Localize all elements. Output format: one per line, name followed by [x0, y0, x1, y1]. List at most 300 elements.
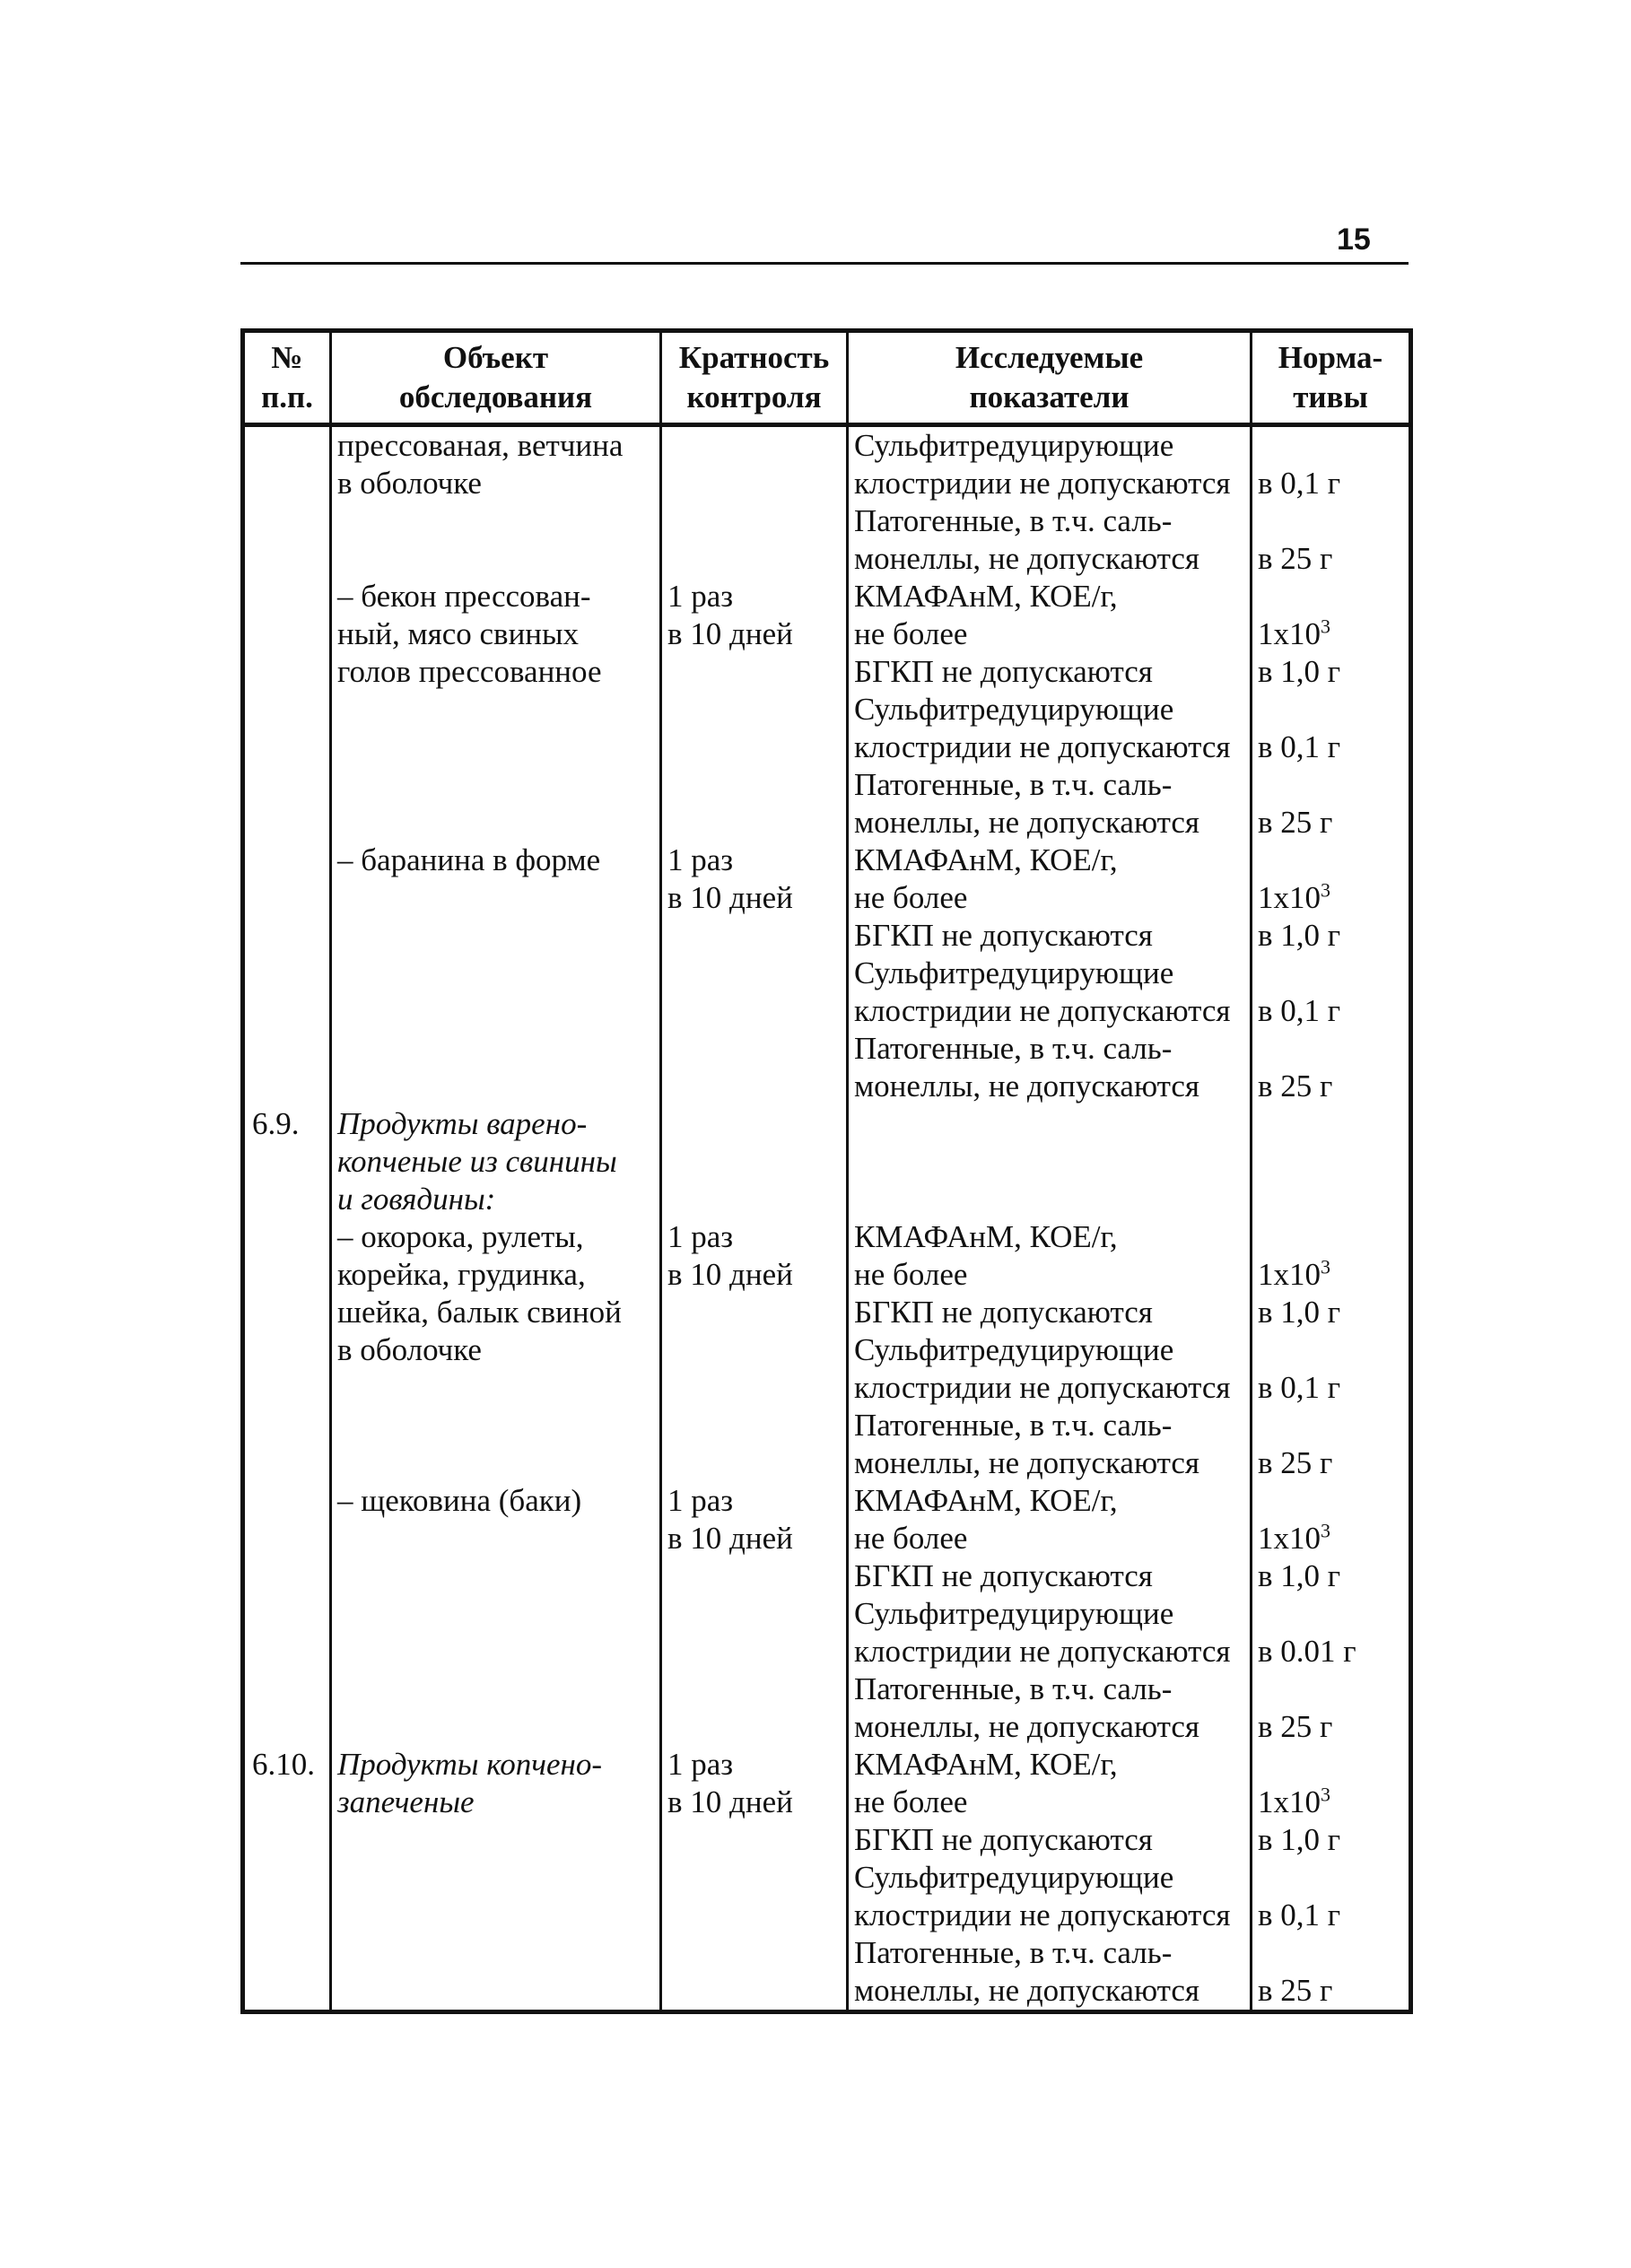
norm-value-text: в 1,0 г — [1258, 1558, 1341, 1593]
indicator-line-text: не более — [854, 880, 968, 915]
indicator-line-text: не более — [854, 1784, 968, 1819]
indicator-line-text: монеллы, не допускаются — [854, 1069, 1199, 1103]
indicator-line-text: клостридии не допускаются — [854, 993, 1231, 1028]
norm-value — [1252, 502, 1409, 540]
object-line — [332, 1859, 659, 1897]
frequency-line — [662, 917, 846, 955]
indicator-line-text: БГКП не допускаются — [854, 654, 1153, 689]
indicator-line — [849, 1030, 1250, 1068]
indicator-line-text: Патогенные, в т.ч. саль- — [854, 1031, 1173, 1066]
norm-value — [1252, 1972, 1409, 2010]
frequency-line — [662, 1897, 846, 1934]
frequency-line — [662, 1859, 846, 1897]
indicator-line — [849, 1482, 1250, 1520]
norm-value — [1252, 1859, 1409, 1897]
frequency-line — [662, 1708, 846, 1746]
frequency-line-text: в 10 дней — [667, 616, 793, 651]
norm-value — [1252, 1520, 1409, 1557]
norm-value — [1252, 1294, 1409, 1331]
object-line-text: – щековина (баки) — [337, 1483, 582, 1518]
num-cell — [245, 728, 329, 766]
norm-value — [1252, 1708, 1409, 1746]
object-line — [332, 1030, 659, 1068]
indicator-line — [849, 1670, 1250, 1708]
indicator-line-text: КМАФАнМ, КОЕ/г, — [854, 1219, 1118, 1254]
object-line — [332, 1972, 659, 2010]
indicator-line-text: монеллы, не допускаются — [854, 1709, 1199, 1744]
object-line — [332, 879, 659, 917]
frequency-line — [662, 653, 846, 691]
num-cell — [245, 1407, 329, 1444]
object-line-text: Продукты варено- — [337, 1106, 588, 1141]
num-cell — [245, 1331, 329, 1369]
object-line — [332, 1708, 659, 1746]
norm-value — [1252, 1181, 1409, 1218]
frequency-line — [662, 1444, 846, 1482]
indicator-line — [849, 1520, 1250, 1557]
header-norms — [1252, 331, 1411, 425]
frequency-line — [662, 502, 846, 540]
object-line — [332, 1444, 659, 1482]
num-cell — [245, 502, 329, 540]
norm-value-text: в 25 г — [1258, 541, 1333, 576]
num-cell — [245, 1068, 329, 1105]
frequency-line — [662, 1181, 846, 1218]
indicator-line-text: Сульфитредуцирующие — [854, 1332, 1174, 1367]
indicator-line — [849, 917, 1250, 955]
indicator-line-text: КМАФАнМ, КОЕ/г, — [854, 1747, 1118, 1782]
num-cell — [245, 1105, 329, 1143]
num-cell — [245, 842, 329, 879]
indicator-line-text: Сульфитредуцирующие — [854, 428, 1174, 463]
frequency-line — [662, 992, 846, 1030]
object-line — [332, 955, 659, 992]
indicator-line — [849, 1708, 1250, 1746]
indicator-line — [849, 1821, 1250, 1859]
frequency-line — [662, 1143, 846, 1181]
norm-exponent: 3 — [1321, 615, 1330, 638]
object-line — [332, 917, 659, 955]
indicator-line — [849, 1068, 1250, 1105]
indicator-line — [849, 1934, 1250, 1972]
indicator-line — [849, 1256, 1250, 1294]
indicator-line-text: Патогенные, в т.ч. саль- — [854, 1408, 1173, 1443]
norm-value-text: в 0.01 г — [1258, 1634, 1356, 1669]
num-cell — [245, 1934, 329, 1972]
norm-value — [1252, 1557, 1409, 1595]
frequency-line — [662, 1482, 846, 1520]
frequency-line — [662, 728, 846, 766]
indicator-line — [849, 1595, 1250, 1633]
frequency-line-text: 1 раз — [667, 842, 734, 877]
header-object-line2: обследования — [398, 379, 593, 414]
indicator-line — [849, 1897, 1250, 1934]
object-line — [332, 1218, 659, 1256]
indicator-line-text: КМАФАнМ, КОЕ/г, — [854, 842, 1118, 877]
num-cell — [245, 1595, 329, 1633]
header-object-line1: Объект — [442, 340, 549, 375]
norm-value — [1252, 691, 1409, 728]
frequency-line — [662, 1218, 846, 1256]
frequency-line — [662, 955, 846, 992]
object-line-text: ный, мясо свиных — [337, 616, 580, 651]
indicator-line — [849, 1746, 1250, 1784]
frequency-line-text: в 10 дней — [667, 1784, 793, 1819]
norm-value-text: 1x10 — [1258, 616, 1321, 651]
object-line — [332, 691, 659, 728]
frequency-line — [662, 615, 846, 653]
indicator-line-text: Патогенные, в т.ч. саль- — [854, 767, 1173, 802]
norm-value — [1252, 766, 1409, 804]
norm-exponent: 3 — [1321, 1784, 1330, 1806]
frequency-line — [662, 1746, 846, 1784]
object-line — [332, 1068, 659, 1105]
indicator-line — [849, 992, 1250, 1030]
frequency-line — [662, 691, 846, 728]
column-frequency — [661, 425, 848, 2012]
table-header-row — [243, 331, 1411, 425]
frequency-line — [662, 766, 846, 804]
num-cell-text: 6.9. — [252, 1106, 300, 1141]
indicator-line — [849, 1859, 1250, 1897]
object-line — [332, 1294, 659, 1331]
frequency-line — [662, 1331, 846, 1369]
frequency-line — [662, 1633, 846, 1670]
frequency-line — [662, 578, 846, 615]
object-line — [332, 540, 659, 578]
object-line — [332, 1595, 659, 1633]
column-indicators — [848, 425, 1252, 2012]
frequency-line — [662, 1670, 846, 1708]
norm-value-text: в 25 г — [1258, 805, 1333, 840]
norm-exponent: 3 — [1321, 1520, 1330, 1542]
indicator-line — [849, 1444, 1250, 1482]
indicator-line-text: клостридии не допускаются — [854, 729, 1231, 764]
header-num-line1: № — [271, 340, 303, 375]
norm-value-text: 1x10 — [1258, 1784, 1321, 1819]
indicator-line-text: КМАФАнМ, КОЕ/г, — [854, 579, 1118, 614]
indicator-line-text: не более — [854, 616, 968, 651]
indicator-line — [849, 465, 1250, 502]
object-line — [332, 653, 659, 691]
num-cell — [245, 1482, 329, 1520]
norm-value-text: в 25 г — [1258, 1973, 1333, 2008]
norm-value — [1252, 578, 1409, 615]
num-cell — [245, 1369, 329, 1407]
num-cell — [245, 1218, 329, 1256]
norm-value-text: 1x10 — [1258, 1521, 1321, 1556]
num-cell — [245, 955, 329, 992]
indicator-line — [849, 1105, 1250, 1143]
frequency-line — [662, 1557, 846, 1595]
object-line — [332, 465, 659, 502]
frequency-line — [662, 1934, 846, 1972]
num-cell — [245, 1897, 329, 1934]
norm-value-text: в 0,1 г — [1258, 1370, 1341, 1405]
object-line — [332, 1746, 659, 1784]
norm-value — [1252, 1444, 1409, 1482]
object-line-text: корейка, грудинка, — [337, 1257, 586, 1292]
frequency-line-text: 1 раз — [667, 579, 734, 614]
frequency-line — [662, 1294, 846, 1331]
indicator-line — [849, 1218, 1250, 1256]
object-line — [332, 1821, 659, 1859]
num-cell — [245, 1294, 329, 1331]
indicator-line-text: БГКП не допускаются — [854, 1295, 1153, 1330]
column-norms — [1252, 425, 1411, 2012]
norms-table — [240, 328, 1413, 2014]
norm-value — [1252, 1407, 1409, 1444]
frequency-line — [662, 1520, 846, 1557]
object-line — [332, 992, 659, 1030]
norm-value — [1252, 465, 1409, 502]
indicator-line-text: клостридии не допускаются — [854, 1634, 1231, 1669]
indicator-line-text: клостридии не допускаются — [854, 1897, 1231, 1932]
norm-value — [1252, 1105, 1409, 1143]
norm-value — [1252, 1369, 1409, 1407]
header-indicators-line2: показатели — [969, 379, 1129, 414]
indicator-line — [849, 540, 1250, 578]
object-line-text: – окорока, рулеты, — [337, 1219, 584, 1254]
norm-value-text: в 25 г — [1258, 1445, 1333, 1480]
norm-value — [1252, 1934, 1409, 1972]
norm-value — [1252, 540, 1409, 578]
object-line-text: копченые из свинины — [337, 1144, 617, 1179]
num-cell — [245, 427, 329, 465]
frequency-line — [662, 804, 846, 842]
header-frequency-line1: Кратность — [678, 340, 830, 375]
norm-value-text: в 1,0 г — [1258, 918, 1341, 953]
object-line — [332, 1256, 659, 1294]
indicator-line-text: Сульфитредуцирующие — [854, 1596, 1174, 1631]
num-cell — [245, 1708, 329, 1746]
indicator-line-text: БГКП не допускаются — [854, 1558, 1153, 1593]
norm-value-text: в 1,0 г — [1258, 1295, 1341, 1330]
object-line — [332, 427, 659, 465]
frequency-line — [662, 540, 846, 578]
norm-value — [1252, 955, 1409, 992]
norm-value — [1252, 1897, 1409, 1934]
column-num — [243, 425, 331, 2012]
header-num-line2: п.п. — [261, 379, 313, 414]
frequency-line — [662, 1972, 846, 2010]
norm-value-text: в 25 г — [1258, 1069, 1333, 1103]
object-line — [332, 1143, 659, 1181]
norm-exponent: 3 — [1321, 1256, 1330, 1278]
norm-value-text: в 1,0 г — [1258, 1822, 1341, 1857]
indicator-line — [849, 1557, 1250, 1595]
num-cell — [245, 1746, 329, 1784]
indicator-line — [849, 955, 1250, 992]
frequency-line — [662, 1068, 846, 1105]
object-line — [332, 502, 659, 540]
frequency-line — [662, 1256, 846, 1294]
num-cell-text: 6.10. — [252, 1747, 315, 1782]
page-number: 15 — [1337, 222, 1371, 257]
object-line — [332, 578, 659, 615]
norm-value — [1252, 1670, 1409, 1708]
frequency-line-text: в 10 дней — [667, 880, 793, 915]
norm-value-text: в 0,1 г — [1258, 1897, 1341, 1932]
indicator-line-text: БГКП не допускаются — [854, 918, 1153, 953]
indicator-line-text: клостридии не допускаются — [854, 466, 1231, 501]
frequency-line-text: 1 раз — [667, 1483, 734, 1518]
frequency-line-text: 1 раз — [667, 1747, 734, 1782]
object-line — [332, 1784, 659, 1821]
indicator-line — [849, 879, 1250, 917]
frequency-line — [662, 1595, 846, 1633]
header-frequency-line2: контроля — [686, 379, 822, 414]
num-cell — [245, 578, 329, 615]
num-cell — [245, 1670, 329, 1708]
object-line-text: запеченые — [337, 1784, 475, 1819]
header-rule — [240, 262, 1409, 265]
object-line — [332, 1897, 659, 1934]
num-cell — [245, 1444, 329, 1482]
object-line — [332, 1181, 659, 1218]
header-object — [331, 331, 661, 425]
object-line — [332, 1520, 659, 1557]
norm-value-text: в 1,0 г — [1258, 654, 1341, 689]
num-cell — [245, 1821, 329, 1859]
indicator-line — [849, 1369, 1250, 1407]
norm-value — [1252, 615, 1409, 653]
table-body-row — [243, 425, 1411, 2012]
indicator-line — [849, 766, 1250, 804]
norm-value — [1252, 1746, 1409, 1784]
norm-value — [1252, 1633, 1409, 1670]
object-line — [332, 766, 659, 804]
num-cell — [245, 879, 329, 917]
frequency-line — [662, 1369, 846, 1407]
indicator-line — [849, 653, 1250, 691]
object-line — [332, 1105, 659, 1143]
norm-value — [1252, 728, 1409, 766]
norm-value — [1252, 1030, 1409, 1068]
indicator-line — [849, 1181, 1250, 1218]
norm-value — [1252, 804, 1409, 842]
indicator-line — [849, 1972, 1250, 2010]
object-line-text: голов прессованное — [337, 654, 602, 689]
frequency-line — [662, 465, 846, 502]
frequency-line — [662, 1407, 846, 1444]
num-cell — [245, 653, 329, 691]
indicator-line — [849, 1633, 1250, 1670]
header-norms-line1: Норма- — [1278, 340, 1383, 375]
object-line — [332, 1331, 659, 1369]
indicator-line — [849, 1143, 1250, 1181]
object-line-text: – баранина в форме — [337, 842, 601, 877]
indicator-line — [849, 728, 1250, 766]
object-line-text: Продукты копчено- — [337, 1747, 603, 1782]
header-num — [243, 331, 331, 425]
num-cell — [245, 804, 329, 842]
norm-exponent: 3 — [1321, 879, 1330, 902]
norm-value — [1252, 1482, 1409, 1520]
indicator-line-text: Сульфитредуцирующие — [854, 692, 1174, 727]
norm-value — [1252, 1068, 1409, 1105]
frequency-line-text: в 10 дней — [667, 1257, 793, 1292]
norm-value — [1252, 842, 1409, 879]
indicator-line-text: Патогенные, в т.ч. саль- — [854, 1671, 1173, 1706]
num-cell — [245, 1972, 329, 2010]
object-line — [332, 842, 659, 879]
indicator-line — [849, 1407, 1250, 1444]
norm-value-text: 1x10 — [1258, 1257, 1321, 1292]
header-frequency — [661, 331, 848, 425]
indicator-line — [849, 691, 1250, 728]
object-line — [332, 1482, 659, 1520]
frequency-line — [662, 1821, 846, 1859]
object-line-text: прессованая, ветчина — [337, 428, 624, 463]
indicator-line-text: БГКП не допускаются — [854, 1822, 1153, 1857]
num-cell — [245, 917, 329, 955]
object-line — [332, 1557, 659, 1595]
indicator-line-text: Сульфитредуцирующие — [854, 1860, 1174, 1895]
object-line-text: – бекон прессован- — [337, 579, 591, 614]
object-line — [332, 1934, 659, 1972]
indicator-line-text: не более — [854, 1521, 968, 1556]
object-line — [332, 1407, 659, 1444]
num-cell — [245, 1181, 329, 1218]
object-line — [332, 728, 659, 766]
norm-value — [1252, 1331, 1409, 1369]
object-line — [332, 1369, 659, 1407]
header-norms-line2: тивы — [1293, 379, 1368, 414]
indicator-line-text: монеллы, не допускаются — [854, 805, 1199, 840]
norm-value — [1252, 1143, 1409, 1181]
object-line — [332, 615, 659, 653]
indicator-line-text: клостридии не допускаются — [854, 1370, 1231, 1405]
indicator-line — [849, 804, 1250, 842]
num-cell — [245, 1256, 329, 1294]
num-cell — [245, 1143, 329, 1181]
norm-value — [1252, 653, 1409, 691]
norm-value-text: в 25 г — [1258, 1709, 1333, 1744]
frequency-line-text: 1 раз — [667, 1219, 734, 1254]
indicator-line-text: не более — [854, 1257, 968, 1292]
indicator-line-text: монеллы, не допускаются — [854, 1973, 1199, 2008]
header-indicators-line1: Исследуемые — [955, 340, 1144, 375]
indicator-line — [849, 1331, 1250, 1369]
norm-value — [1252, 1256, 1409, 1294]
header-indicators — [848, 331, 1252, 425]
indicator-line — [849, 427, 1250, 465]
norm-value — [1252, 1821, 1409, 1859]
frequency-line — [662, 1784, 846, 1821]
indicator-line — [849, 1294, 1250, 1331]
frequency-line-text: в 10 дней — [667, 1521, 793, 1556]
indicator-line-text: Сульфитредуцирующие — [854, 955, 1174, 990]
frequency-line — [662, 879, 846, 917]
indicator-line — [849, 842, 1250, 879]
indicator-line — [849, 502, 1250, 540]
norm-value-text: в 0,1 г — [1258, 729, 1341, 764]
norm-value — [1252, 427, 1409, 465]
norm-value — [1252, 992, 1409, 1030]
norm-value — [1252, 1218, 1409, 1256]
column-object — [331, 425, 661, 2012]
indicator-line-text: КМАФАнМ, КОЕ/г, — [854, 1483, 1118, 1518]
norm-value-text: в 0,1 г — [1258, 466, 1341, 501]
object-line-text: в оболочке — [337, 1332, 482, 1367]
indicator-line-text: Патогенные, в т.ч. саль- — [854, 503, 1173, 538]
object-line — [332, 1670, 659, 1708]
indicator-line — [849, 615, 1250, 653]
norm-value — [1252, 879, 1409, 917]
frequency-line — [662, 1030, 846, 1068]
num-cell — [245, 1784, 329, 1821]
